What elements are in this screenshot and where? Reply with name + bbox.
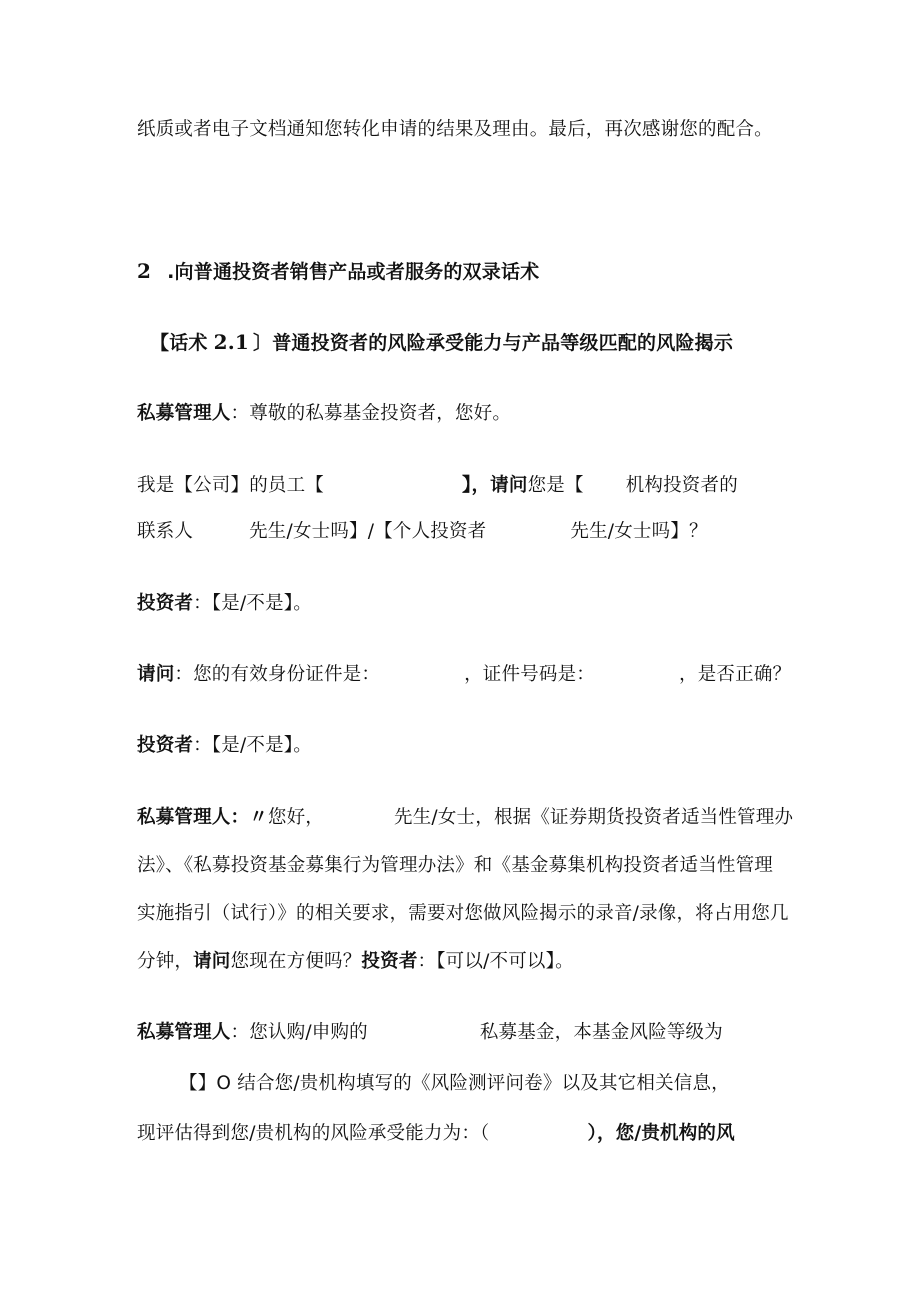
- section-title: .向普通投资者销售产品或者服务的双录话术: [167, 261, 540, 283]
- investor-reply-line-2: [137, 733, 312, 759]
- sub-part-b: 私募基金，本基金风险等级为: [479, 1022, 723, 1043]
- closing-text: 纸质或者电子文档通知您转化申请的结果及理由。最后，再次感谢您的配合。: [137, 119, 773, 140]
- risk-line-2: [179, 1071, 730, 1097]
- paragraph-line-4: [137, 949, 574, 975]
- investor-reply-line-1: [137, 591, 312, 617]
- para-part-a: 您好，: [267, 807, 325, 828]
- intro-part-b: 】，: [462, 475, 491, 496]
- speaker-investor: 投资者: [137, 593, 194, 614]
- id-check-line: [137, 662, 791, 688]
- risk-line-3-bold: 您/贵机构的风: [615, 1123, 735, 1144]
- section-heading: [137, 258, 539, 285]
- id-part-b: ，证件号码是：: [464, 664, 596, 685]
- speaker-manager: 私募管理人：〃: [137, 807, 268, 828]
- para-part-b: 先生/女士，根据《证券期货投资者适当性管理办: [394, 807, 794, 828]
- intro-line: [137, 473, 738, 499]
- manager-greeting-line: [137, 401, 511, 427]
- script-heading: [150, 329, 733, 356]
- speaker-investor: 投资者: [361, 951, 418, 972]
- para-line-2-text: 法》、《私募投资基金募集行为管理办法》和《基金募集机构投资者适当性管理: [137, 855, 774, 876]
- paragraph-line-2: [137, 853, 773, 879]
- subscription-line: [137, 1020, 723, 1046]
- speaker-ask: 请问: [137, 664, 175, 685]
- para-line-3-text: 实施指引（试行）》的相关要求，需要对您做风险揭示的录音/录像，将占用您几: [137, 903, 789, 924]
- contact-part-a: 联系人: [137, 521, 194, 542]
- risk-line-2-text: 【】O 结合您/贵机构填写的《风险测评问卷》以及其它相关信息，: [179, 1073, 730, 1094]
- section-number: 2: [137, 259, 152, 283]
- speaker-investor: 投资者: [137, 735, 194, 756]
- script-title: 〕普通投资者的风险承受能力与产品等级匹配的风险揭示: [253, 332, 734, 354]
- risk-line-3-b: ），: [587, 1123, 616, 1144]
- investor-reply-text: ：【是/不是】。: [193, 735, 312, 756]
- id-part-a: ：您的有效身份证件是：: [174, 664, 381, 685]
- greeting-text: ：尊敬的私募基金投资者，您好。: [230, 403, 512, 424]
- paragraph-line-1: [137, 805, 793, 831]
- closing-line: [137, 117, 773, 143]
- investor-reply-text: ：【是/不是】。: [193, 593, 312, 614]
- intro-part-a: 我是【公司】的员工【: [137, 475, 325, 496]
- script-number: 2.1: [213, 330, 250, 354]
- contact-part-c: 先生/女士吗】？: [570, 521, 708, 542]
- id-part-c: ，是否正确？: [679, 664, 792, 685]
- sub-part-a: ：您认购/申购的: [230, 1022, 368, 1043]
- risk-line-3: [137, 1121, 735, 1147]
- paragraph-line-3: [137, 901, 789, 927]
- intro-ask: 请问: [490, 475, 528, 496]
- para-line-4-a: 分钟，: [137, 951, 194, 972]
- script-open: 【话术: [150, 332, 208, 354]
- speaker-manager: 私募管理人: [137, 1022, 231, 1043]
- contact-part-b: 先生/女士吗】/【个人投资者: [249, 521, 487, 542]
- speaker-manager: 私募管理人: [137, 403, 231, 424]
- intro-part-d: 机构投资者的: [625, 475, 738, 496]
- para-line-4-ask: 请问: [193, 951, 231, 972]
- para-line-4-b: 您现在方便吗？: [230, 951, 362, 972]
- risk-line-3-a: 现评估得到您/贵机构的风险承受能力为：（: [137, 1123, 490, 1144]
- intro-part-c: 您是【: [527, 475, 584, 496]
- contact-line: [137, 519, 708, 545]
- para-line-4-c: ：【可以/不可以】。: [417, 951, 574, 972]
